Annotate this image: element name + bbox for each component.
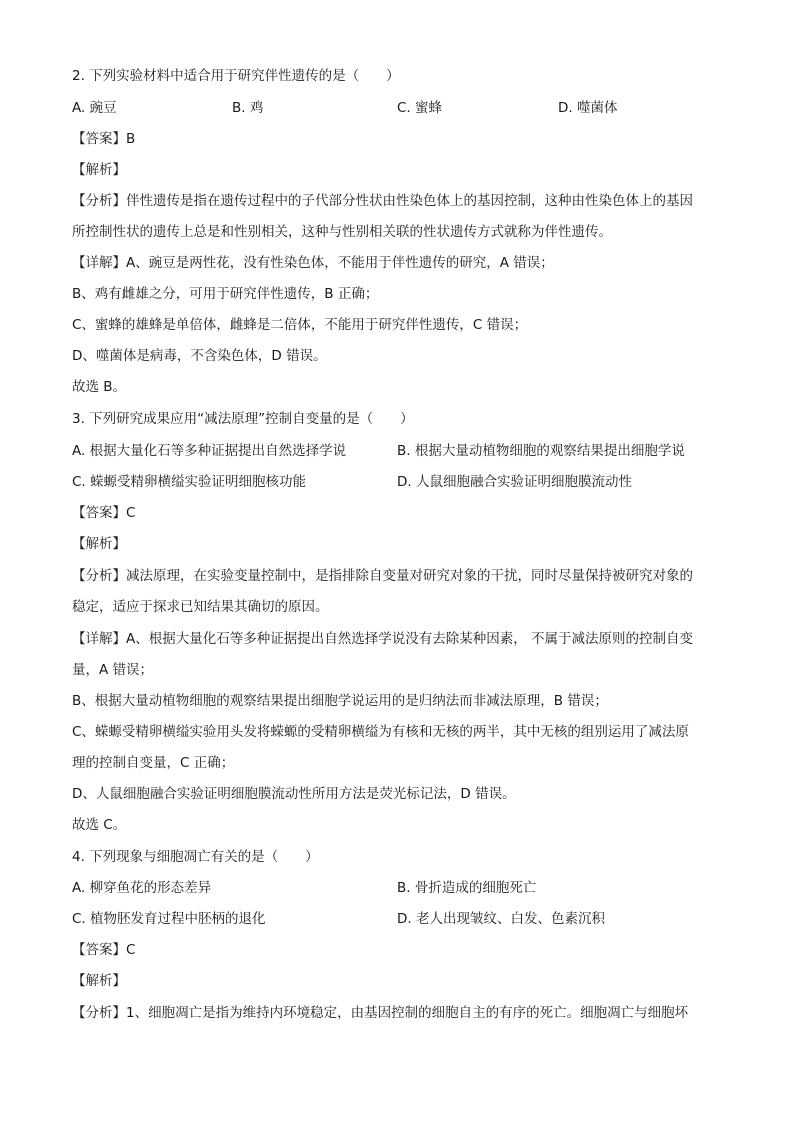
question-3-detail-line: 量，A 错误； xyxy=(72,662,154,678)
question-3-option-a: A. 根据大量化石等多种证据提出自然选择学说 xyxy=(72,443,347,459)
question-2-option-b: B. 鸡 xyxy=(232,100,264,116)
question-2-answer: 【答案】B xyxy=(72,131,136,147)
question-3-conclusion: 故选 C。 xyxy=(72,817,127,833)
question-2-option-d: D. 噬菌体 xyxy=(558,100,618,116)
question-3-detail-line: B、根据大量动植物细胞的观察结果提出细胞学说运用的是归纳法而非减法原理，B 错误； xyxy=(72,693,608,709)
question-2-conclusion: 故选 B。 xyxy=(72,379,127,395)
question-3-detail-line: D、人鼠细胞融合实验证明细胞膜流动性所用方法是荧光标记法，D 错误。 xyxy=(72,786,516,802)
question-4-option-b: B. 骨折造成的细胞死亡 xyxy=(397,880,537,896)
question-4-analysis-line: 【分析】1、细胞凋亡是指为维持内环境稳定，由基因控制的细胞自主的有序的死亡。细胞凋亡与细胞坏 xyxy=(72,1005,689,1021)
question-2-stem: 2. 下列实验材料中适合用于研究伴性遗传的是（ ） xyxy=(72,68,400,84)
question-2-analysis-line: 所控制性状的遗传上总是和性别相关，这种与性别相关联的性状遗传方式就称为伴性遗传。 xyxy=(72,224,612,240)
question-4-answer: 【答案】C xyxy=(72,942,136,958)
question-4-stem: 4. 下列现象与细胞凋亡有关的是（ ） xyxy=(72,849,319,865)
question-3-option-c: C. 蝾螈受精卵横缢实验证明细胞核功能 xyxy=(72,474,307,490)
question-2-detail-line: C、蜜蜂的雄蜂是单倍体，雌蜂是二倍体，不能用于研究伴性遗传，C 错误； xyxy=(72,317,528,333)
question-3-answer: 【答案】C xyxy=(72,505,136,521)
question-3-option-b: B. 根据大量动植物细胞的观察结果提出细胞学说 xyxy=(397,443,685,459)
question-2-detail-line: 【详解】A、豌豆是两性花，没有性染色体，不能用于伴性遗传的研究，A 错误； xyxy=(72,255,554,271)
question-3-stem: 3. 下列研究成果应用“减法原理”控制自变量的是（ ） xyxy=(72,411,414,427)
question-2-analysis-line: 【分析】伴性遗传是指在遗传过程中的子代部分性状由性染色体上的基因控制，这种由性染色体上的基因 xyxy=(72,193,693,209)
question-3-detail-line: C、蝾螈受精卵横缢实验用头发将蝾螈的受精卵横缢为有核和无核的两半，其中无核的组别运用了减法原 xyxy=(72,724,689,740)
question-4-jiexi-heading: 【解析】 xyxy=(72,973,126,989)
question-2-detail-line: D、噬菌体是病毒，不含染色体，D 错误。 xyxy=(72,348,327,364)
question-2-option-c: C. 蜜蜂 xyxy=(397,100,443,116)
question-4-option-d: D. 老人出现皱纹、白发、色素沉积 xyxy=(397,911,605,927)
question-3-jiexi-heading: 【解析】 xyxy=(72,536,126,552)
question-3-option-d: D. 人鼠细胞融合实验证明细胞膜流动性 xyxy=(397,474,632,490)
question-4-option-a: A. 柳穿鱼花的形态差异 xyxy=(72,880,212,896)
question-2-jiexi-heading: 【解析】 xyxy=(72,162,126,178)
question-3-analysis-line: 【分析】减法原理，在实验变量控制中，是指排除自变量对研究对象的干扰，同时尽量保持被研究对象的 xyxy=(72,568,693,584)
question-2-detail-line: B、鸡有雌雄之分，可用于研究伴性遗传，B 正确； xyxy=(72,286,379,302)
question-2-option-a: A. 豌豆 xyxy=(72,100,117,116)
question-3-detail-line: 理的控制自变量，C 正确； xyxy=(72,755,235,771)
question-3-detail-line: 【详解】A、根据大量化石等多种证据提出自然选择学说没有去除某种因素， 不属于减法原则的控制自变 xyxy=(72,631,694,647)
question-3-analysis-line: 稳定，适应于探求已知结果其确切的原因。 xyxy=(72,599,329,615)
question-4-option-c: C. 植物胚发育过程中胚柄的退化 xyxy=(72,911,266,927)
